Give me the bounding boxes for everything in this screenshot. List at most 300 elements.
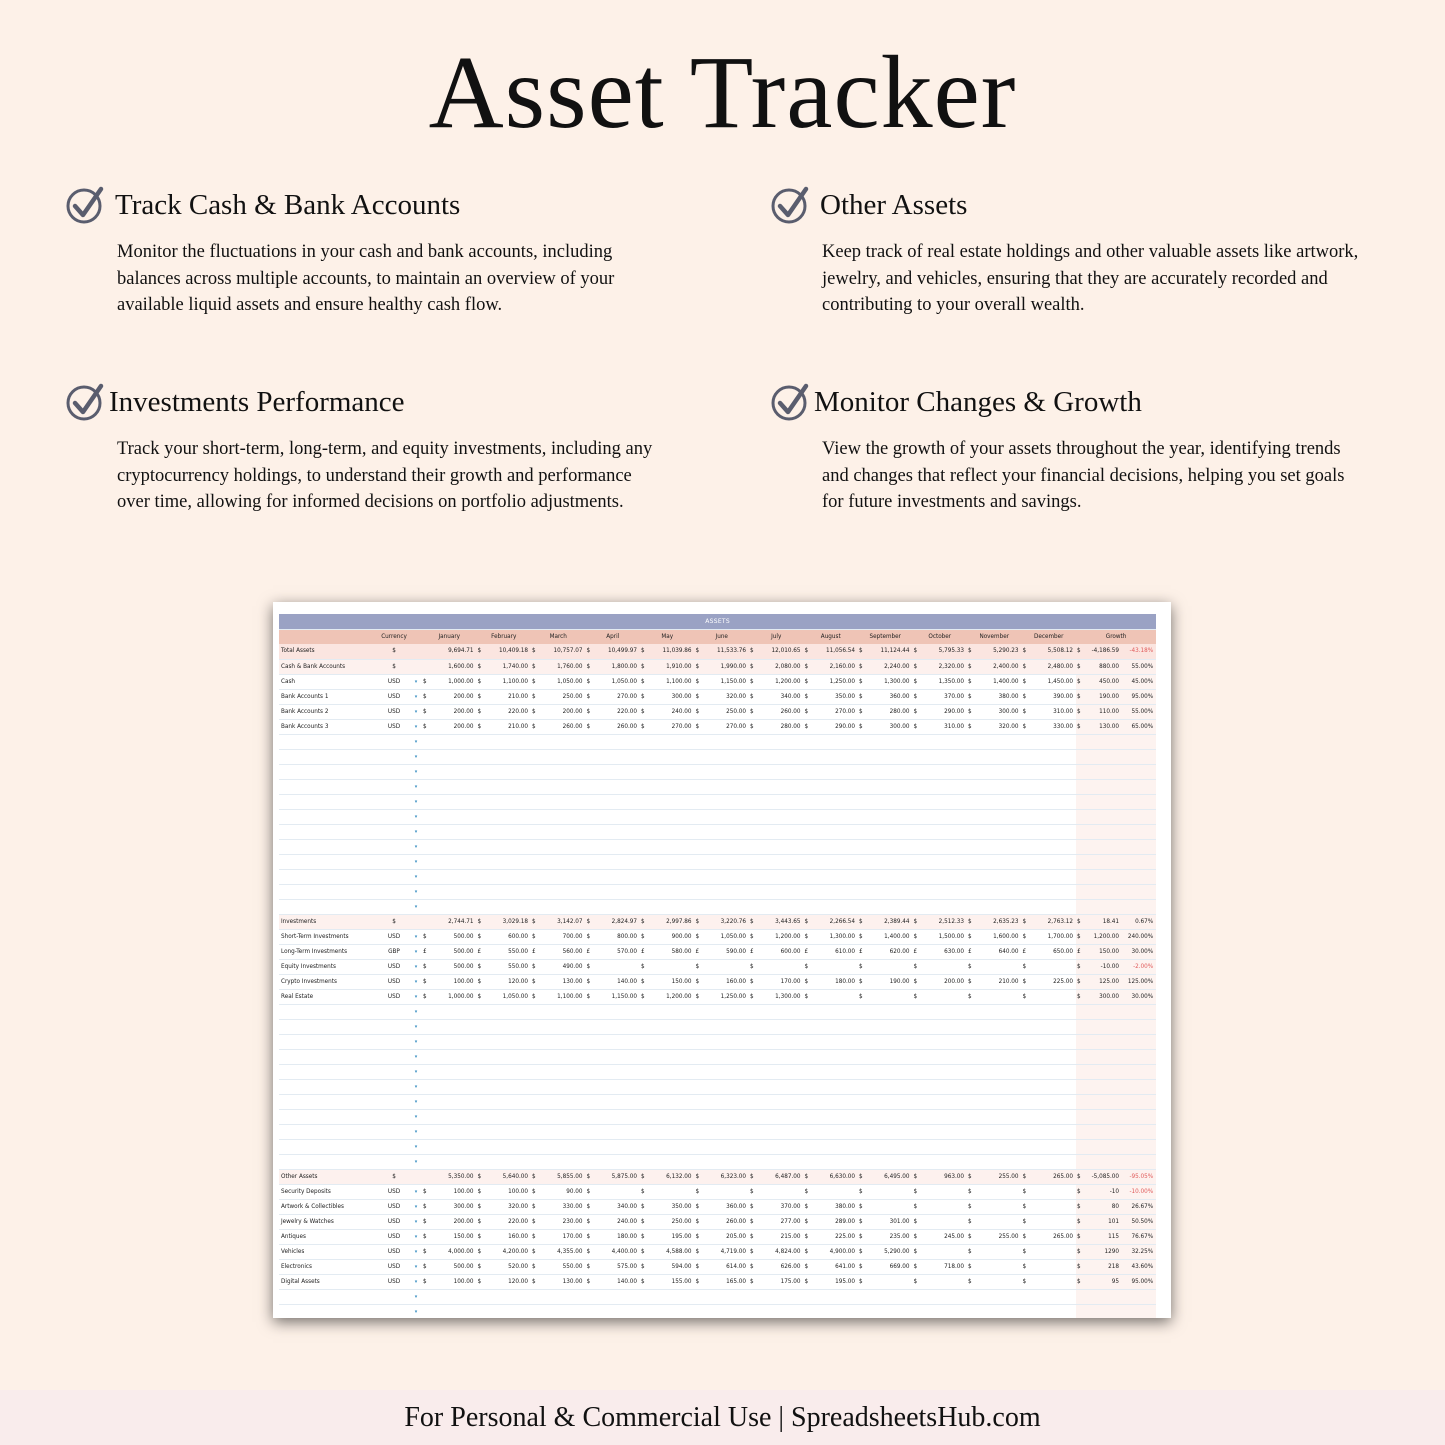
column-header: January (422, 629, 477, 644)
cell (977, 1109, 1022, 1124)
cell (410, 659, 422, 674)
cell (1032, 1109, 1077, 1124)
cell (432, 1034, 477, 1049)
cell (695, 1154, 705, 1169)
month-value: 1,800.00 (596, 659, 641, 674)
cell (1032, 884, 1077, 899)
month-value: 5,508.12 (1032, 644, 1077, 659)
currency-dropdown-icon[interactable]: ▾ (410, 1034, 422, 1049)
cell (541, 1079, 586, 1094)
currency-dropdown-icon[interactable]: ▾ (410, 1259, 422, 1274)
cell (1032, 899, 1077, 914)
growth-cell (1076, 899, 1086, 914)
month-value: 1,910.00 (650, 659, 695, 674)
row-name (279, 1154, 378, 1169)
growth-cell (1076, 1304, 1086, 1318)
month-value: 200.00 (541, 704, 586, 719)
month-value: 1,200.00 (759, 674, 804, 689)
growth-value: 1,200.00 (1086, 929, 1122, 944)
currency-dropdown-icon[interactable]: ▾ (410, 719, 422, 734)
currency-dropdown-icon[interactable]: ▾ (410, 1109, 422, 1124)
currency-symbol: $ (858, 1259, 868, 1274)
currency-dropdown-icon[interactable]: ▾ (410, 1244, 422, 1259)
feature-growth (770, 382, 1370, 516)
currency-dropdown-icon[interactable]: ▾ (410, 749, 422, 764)
table-row (279, 794, 1156, 809)
growth-value: -10 (1086, 1184, 1122, 1199)
cell (759, 839, 804, 854)
month-value: 265.00 (1032, 1229, 1077, 1244)
month-value: 800.00 (596, 929, 641, 944)
currency-symbol: $ (913, 914, 923, 929)
currency-dropdown-icon[interactable]: ▾ (410, 1004, 422, 1019)
column-header: March (531, 629, 586, 644)
cell (923, 809, 968, 824)
currency-dropdown-icon[interactable]: ▾ (410, 1124, 422, 1139)
cell (923, 1034, 968, 1049)
currency-dropdown-icon[interactable]: ▾ (410, 824, 422, 839)
month-value: 120.00 (487, 974, 532, 989)
cell (749, 824, 759, 839)
currency-dropdown-icon[interactable]: ▾ (410, 1229, 422, 1244)
cell (804, 1109, 814, 1124)
currency-symbol: $ (640, 719, 650, 734)
month-value: 6,630.00 (814, 1169, 859, 1184)
currency-dropdown-icon[interactable]: ▾ (410, 764, 422, 779)
currency-symbol: £ (858, 944, 868, 959)
cell (967, 809, 977, 824)
cell (596, 1154, 641, 1169)
month-value: 270.00 (596, 689, 641, 704)
currency-symbol: $ (477, 1274, 487, 1289)
currency-dropdown-icon[interactable]: ▾ (410, 1289, 422, 1304)
cell (487, 1019, 532, 1034)
month-value: 550.00 (541, 1259, 586, 1274)
currency-dropdown-icon[interactable]: ▾ (410, 809, 422, 824)
row-name (279, 1109, 378, 1124)
currency-symbol: $ (640, 989, 650, 1004)
currency-symbol: $ (531, 914, 541, 929)
currency-symbol: $ (1022, 974, 1032, 989)
growth-percent: 45.00% (1122, 674, 1156, 689)
cell (814, 1154, 859, 1169)
cell (487, 1124, 532, 1139)
currency-symbol: $ (913, 1229, 923, 1244)
cell (432, 809, 477, 824)
checkmark-circle-icon (65, 185, 105, 225)
currency-symbol: $ (1076, 1274, 1086, 1289)
cell (586, 734, 596, 749)
table-row (279, 974, 1156, 989)
currency-dropdown-icon[interactable]: ▾ (410, 869, 422, 884)
cell (749, 1094, 759, 1109)
currency-symbol: $ (804, 1274, 814, 1289)
cell (705, 1034, 750, 1049)
cell (868, 869, 913, 884)
cell (967, 734, 977, 749)
cell (640, 1034, 650, 1049)
month-value: 300.00 (650, 689, 695, 704)
currency-symbol: $ (586, 1184, 596, 1199)
month-value (1032, 959, 1077, 974)
growth-percent: 32.25% (1122, 1244, 1156, 1259)
currency-dropdown-icon[interactable]: ▾ (410, 1079, 422, 1094)
cell (814, 764, 859, 779)
month-value: 175.00 (759, 1274, 804, 1289)
row-name: Digital Assets (279, 1274, 378, 1289)
cell (477, 1004, 487, 1019)
cell (586, 854, 596, 869)
currency-dropdown-icon[interactable]: ▾ (410, 704, 422, 719)
cell (923, 899, 968, 914)
month-value: 1,050.00 (705, 929, 750, 944)
growth-cell (1122, 1154, 1156, 1169)
currency-symbol: $ (477, 1214, 487, 1229)
cell (977, 1304, 1022, 1318)
month-value (923, 1244, 968, 1259)
currency-dropdown-icon[interactable]: ▾ (410, 854, 422, 869)
month-value (814, 1184, 859, 1199)
currency-dropdown-icon[interactable]: ▾ (410, 1214, 422, 1229)
cell (868, 1124, 913, 1139)
column-header: November (967, 629, 1022, 644)
currency-dropdown-icon[interactable]: ▾ (410, 1199, 422, 1214)
cell (695, 764, 705, 779)
month-value: 963.00 (923, 1169, 968, 1184)
cell (695, 1094, 705, 1109)
cell (640, 1004, 650, 1019)
cell (477, 854, 487, 869)
growth-cell (1086, 884, 1122, 899)
table-row (279, 1034, 1156, 1049)
cell (422, 1034, 432, 1049)
column-header: Currency (378, 629, 410, 644)
cell (913, 839, 923, 854)
currency-symbol: $ (531, 989, 541, 1004)
currency-symbol: $ (967, 1169, 977, 1184)
cell (705, 899, 750, 914)
cell (586, 1049, 596, 1064)
cell (531, 899, 541, 914)
cell (477, 1139, 487, 1154)
cell (977, 734, 1022, 749)
currency-dropdown-icon[interactable]: ▾ (410, 899, 422, 914)
table-row (279, 839, 1156, 854)
cell (596, 1304, 641, 1318)
month-value: 11,039.86 (650, 644, 695, 659)
currency-symbol: $ (858, 674, 868, 689)
month-value: 210.00 (487, 689, 532, 704)
cell (1032, 1304, 1077, 1318)
cell (868, 824, 913, 839)
cell (923, 794, 968, 809)
cell (695, 1139, 705, 1154)
cell (977, 1124, 1022, 1139)
cell (814, 1304, 859, 1318)
cell (858, 1019, 868, 1034)
table-row (279, 1049, 1156, 1064)
cell (967, 794, 977, 809)
currency-symbol: $ (749, 959, 759, 974)
cell (913, 764, 923, 779)
currency-symbol: $ (531, 689, 541, 704)
row-currency (378, 1079, 410, 1094)
currency-symbol: $ (640, 1244, 650, 1259)
cell (487, 854, 532, 869)
table-row (279, 764, 1156, 779)
cell (977, 1019, 1022, 1034)
month-value: 6,132.00 (650, 1169, 695, 1184)
row-currency: USD (378, 1214, 410, 1229)
cell (531, 1139, 541, 1154)
currency-symbol: $ (531, 704, 541, 719)
currency-dropdown-icon[interactable]: ▾ (410, 689, 422, 704)
currency-symbol: $ (531, 1169, 541, 1184)
cell (596, 899, 641, 914)
row-currency (378, 899, 410, 914)
cell (913, 1079, 923, 1094)
cell (759, 1124, 804, 1139)
cell (814, 749, 859, 764)
currency-symbol: $ (749, 914, 759, 929)
growth-percent: -95.05% (1122, 1169, 1156, 1184)
cell (640, 1019, 650, 1034)
month-value: 1,300.00 (814, 929, 859, 944)
cell (814, 1019, 859, 1034)
row-name: Total Assets (279, 644, 378, 659)
growth-value: 101 (1086, 1214, 1122, 1229)
currency-dropdown-icon[interactable]: ▾ (410, 839, 422, 854)
growth-percent: -43.18% (1122, 644, 1156, 659)
currency-symbol: $ (586, 989, 596, 1004)
currency-symbol: $ (749, 719, 759, 734)
currency-dropdown-icon[interactable]: ▾ (410, 929, 422, 944)
cell (432, 1094, 477, 1109)
row-name (279, 794, 378, 809)
cell (640, 749, 650, 764)
currency-symbol: £ (477, 944, 487, 959)
currency-dropdown-icon[interactable]: ▾ (410, 974, 422, 989)
currency-symbol: $ (640, 1184, 650, 1199)
cell (759, 824, 804, 839)
currency-dropdown-icon[interactable]: ▾ (410, 674, 422, 689)
currency-symbol: $ (422, 1229, 432, 1244)
month-value: 230.00 (541, 1214, 586, 1229)
cell (422, 839, 432, 854)
cell (804, 1019, 814, 1034)
cell (1022, 1289, 1032, 1304)
cell (541, 824, 586, 839)
cell (650, 1004, 695, 1019)
currency-symbol: $ (477, 929, 487, 944)
month-value (977, 1274, 1022, 1289)
month-value (596, 1184, 641, 1199)
table-row (279, 674, 1156, 689)
currency-symbol: $ (640, 914, 650, 929)
currency-dropdown-icon[interactable]: ▾ (410, 1139, 422, 1154)
cell (705, 1154, 750, 1169)
cell (1032, 1139, 1077, 1154)
growth-cell (1076, 1004, 1086, 1019)
month-value: 260.00 (596, 719, 641, 734)
cell (977, 764, 1022, 779)
currency-dropdown-icon[interactable]: ▾ (410, 1304, 422, 1318)
cell (477, 1154, 487, 1169)
cell (422, 1109, 432, 1124)
currency-dropdown-icon[interactable]: ▾ (410, 1019, 422, 1034)
feature-title: Other Assets (820, 189, 968, 221)
currency-symbol: $ (422, 1199, 432, 1214)
growth-cell (1122, 1109, 1156, 1124)
table-row (279, 749, 1156, 764)
cell (695, 779, 705, 794)
currency-symbol: $ (695, 644, 705, 659)
row-name: Vehicles (279, 1244, 378, 1259)
currency-symbol: $ (804, 1214, 814, 1229)
cell (487, 1079, 532, 1094)
cell (650, 764, 695, 779)
month-value: 260.00 (705, 1214, 750, 1229)
currency-symbol: $ (695, 1259, 705, 1274)
cell (422, 1139, 432, 1154)
growth-cell (1076, 764, 1086, 779)
cell (913, 854, 923, 869)
cell (650, 794, 695, 809)
cell (541, 1034, 586, 1049)
cell (596, 764, 641, 779)
month-value: 1,400.00 (977, 674, 1022, 689)
cell (977, 779, 1022, 794)
currency-dropdown-icon[interactable]: ▾ (410, 959, 422, 974)
currency-symbol: $ (477, 974, 487, 989)
row-currency: $ (378, 644, 410, 659)
currency-dropdown-icon[interactable]: ▾ (410, 794, 422, 809)
currency-symbol: $ (1076, 704, 1086, 719)
month-value: 300.00 (432, 1199, 477, 1214)
cell (913, 1124, 923, 1139)
currency-dropdown-icon[interactable]: ▾ (410, 944, 422, 959)
cell (759, 1064, 804, 1079)
cell (487, 794, 532, 809)
cell (913, 824, 923, 839)
currency-symbol: $ (967, 719, 977, 734)
cell (1032, 1064, 1077, 1079)
cell (640, 809, 650, 824)
cell (531, 734, 541, 749)
currency-dropdown-icon[interactable]: ▾ (410, 1154, 422, 1169)
row-name (279, 869, 378, 884)
currency-symbol: $ (804, 1184, 814, 1199)
month-value (977, 1259, 1022, 1274)
month-value: 640.00 (977, 944, 1022, 959)
table-row (279, 1184, 1156, 1199)
cell (923, 1004, 968, 1019)
currency-symbol: $ (967, 1274, 977, 1289)
currency-symbol: $ (422, 989, 432, 1004)
month-value: 1,250.00 (814, 674, 859, 689)
column-header: December (1022, 629, 1077, 644)
currency-symbol: £ (967, 944, 977, 959)
currency-symbol: $ (531, 1214, 541, 1229)
currency-dropdown-icon[interactable]: ▾ (410, 1094, 422, 1109)
currency-dropdown-icon[interactable]: ▾ (410, 1274, 422, 1289)
growth-cell (1076, 1019, 1086, 1034)
currency-dropdown-icon[interactable]: ▾ (410, 1049, 422, 1064)
cell (804, 1304, 814, 1318)
cell (432, 1019, 477, 1034)
growth-cell (1076, 1049, 1086, 1064)
cell (432, 1109, 477, 1124)
cell (487, 734, 532, 749)
cell (487, 1109, 532, 1124)
currency-symbol: $ (477, 659, 487, 674)
month-value (814, 959, 859, 974)
currency-dropdown-icon[interactable]: ▾ (410, 779, 422, 794)
month-value: 600.00 (759, 944, 804, 959)
currency-symbol: £ (640, 944, 650, 959)
month-value (923, 1214, 968, 1229)
cell (596, 839, 641, 854)
cell (977, 749, 1022, 764)
cell (432, 899, 477, 914)
growth-cell (1076, 779, 1086, 794)
currency-symbol: $ (477, 914, 487, 929)
cell (531, 1034, 541, 1049)
cell (804, 1094, 814, 1109)
row-name: Bank Accounts 3 (279, 719, 378, 734)
currency-symbol: $ (913, 1259, 923, 1274)
currency-symbol: $ (1076, 974, 1086, 989)
cell (541, 1154, 586, 1169)
month-value: 1,500.00 (923, 929, 968, 944)
currency-dropdown-icon[interactable]: ▾ (410, 1184, 422, 1199)
month-value: 575.00 (596, 1259, 641, 1274)
currency-symbol: $ (804, 719, 814, 734)
growth-value: 80 (1086, 1199, 1122, 1214)
currency-dropdown-icon[interactable]: ▾ (410, 989, 422, 1004)
currency-symbol: $ (1076, 689, 1086, 704)
cell (868, 1064, 913, 1079)
currency-symbol: $ (1022, 1199, 1032, 1214)
cell (640, 1304, 650, 1318)
month-value: 3,443.65 (759, 914, 804, 929)
growth-value: 880.00 (1086, 659, 1122, 674)
month-value: 360.00 (868, 689, 913, 704)
cell (814, 1004, 859, 1019)
currency-dropdown-icon[interactable]: ▾ (410, 734, 422, 749)
month-value: 310.00 (923, 719, 968, 734)
cell (705, 1139, 750, 1154)
cell (814, 1124, 859, 1139)
cell (814, 809, 859, 824)
cell (695, 839, 705, 854)
cell (967, 764, 977, 779)
cell (1032, 869, 1077, 884)
growth-percent: -10.00% (1122, 1184, 1156, 1199)
currency-symbol: $ (1022, 1244, 1032, 1259)
month-value: 290.00 (923, 704, 968, 719)
cell (586, 884, 596, 899)
month-value (1032, 989, 1077, 1004)
cell (586, 1019, 596, 1034)
month-value: 170.00 (541, 1229, 586, 1244)
currency-dropdown-icon[interactable]: ▾ (410, 1064, 422, 1079)
currency-dropdown-icon[interactable]: ▾ (410, 884, 422, 899)
cell (923, 749, 968, 764)
cell (913, 1034, 923, 1049)
cell (640, 794, 650, 809)
cell (422, 1289, 432, 1304)
